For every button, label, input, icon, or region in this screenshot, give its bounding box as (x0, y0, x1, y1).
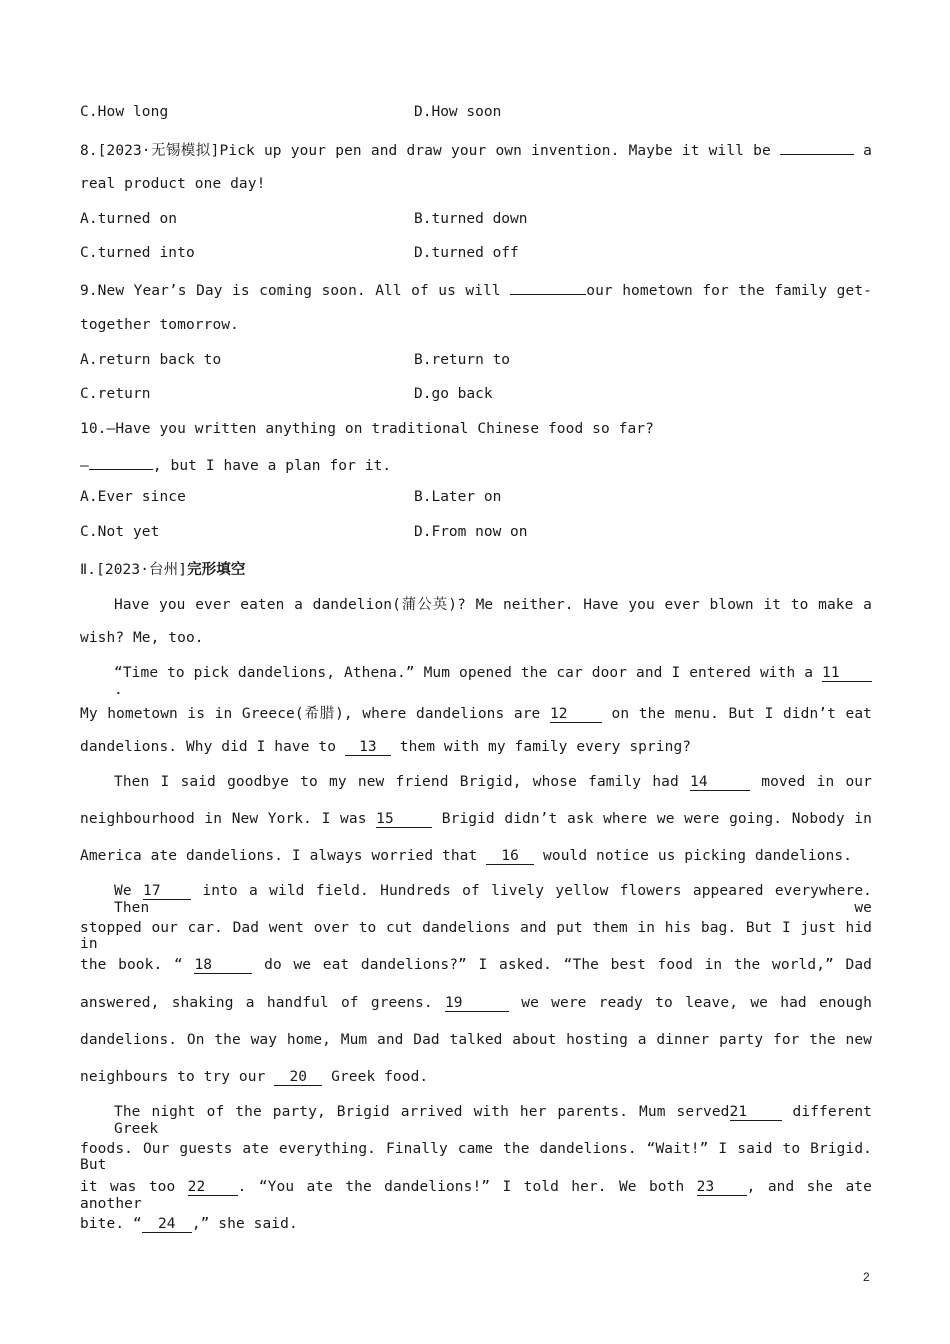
passage-text: would notice us picking dandelions. (543, 848, 853, 864)
q9-stem (80, 280, 872, 299)
passage-line: wish? Me, too. (80, 630, 204, 646)
passage-line (114, 883, 872, 916)
blank-11[interactable]: 11 (822, 666, 872, 682)
q7-option-d: D.How soon (414, 104, 502, 120)
q8-stem-text: 8.[2023·无锡模拟]Pick up your pen and draw your own invention. Maybe it will be (80, 143, 771, 159)
q9-stem-end: our hometown for the family get- (586, 283, 872, 299)
passage-line: dandelions. On the way home, Mum and Dad talked about hosting a dinner party for the new (80, 1032, 872, 1048)
blank-13[interactable]: 13 (345, 740, 391, 756)
passage-text: . “You ate the dandelions!” I told her. We both (237, 1179, 685, 1195)
passage-text: we were ready to leave, we had enough (521, 995, 872, 1011)
q8-stem (80, 139, 872, 160)
q9-option-a: A.return back to (80, 352, 222, 368)
q10-response (80, 455, 391, 474)
q9-stem-line2: together tomorrow. (80, 317, 239, 333)
passage-text: answered, shaking a handful of greens. (80, 995, 433, 1011)
passage-text: “Time to pick dandelions, Athena.” Mum opened the car door and I entered with a (114, 665, 814, 681)
q8-answer-blank[interactable] (780, 140, 854, 155)
passage-line (80, 995, 872, 1012)
passage-text: on the menu. But I didn’t eat (611, 706, 872, 722)
section-heading (80, 558, 245, 579)
q8-option-d: D.turned off (414, 245, 519, 261)
q10-option-d: D.From now on (414, 524, 528, 540)
q10-option-a: A.Ever since (80, 489, 186, 505)
passage-text: into a wild field. Hundreds of lively yellow flowers appeared everywhere. Then we (114, 883, 872, 917)
blank-20[interactable]: 20 (274, 1070, 322, 1086)
passage-line (114, 1104, 872, 1137)
q9-option-b: B.return to (414, 352, 511, 368)
passage-line (80, 811, 872, 828)
passage-text: My hometown is in Greece(希腊), where dandelions are (80, 706, 541, 722)
q9-option-c: C.return (80, 386, 151, 402)
passage-line: foods. Our guests ate everything. Finally came the dandelions. “Wait!” I said to Brigid. But (80, 1141, 872, 1173)
q7-option-c: C.How long (80, 104, 169, 120)
q8-option-b: B.turned down (414, 211, 528, 227)
passage-text: neighbourhood in New York. I was (80, 811, 367, 827)
passage-text: We (114, 883, 132, 899)
blank-15[interactable]: 15 (376, 812, 432, 828)
passage-text: moved in our (761, 774, 872, 790)
blank-24[interactable]: 24 (142, 1217, 192, 1233)
passage-line (80, 739, 691, 756)
passage-text: neighbours to try our (80, 1069, 266, 1085)
passage-line (80, 1069, 428, 1086)
passage-line (114, 774, 872, 791)
blank-23[interactable]: 23 (697, 1180, 747, 1196)
passage-text: do we eat dandelions?” I asked. “The best food in the world,” Dad (264, 957, 872, 973)
q10-answer-blank[interactable] (89, 455, 153, 470)
blank-21[interactable]: 21 (730, 1105, 782, 1121)
passage-line (114, 665, 872, 698)
passage-text: the book. “ (80, 957, 183, 973)
passage-line (80, 1216, 298, 1233)
passage-line (80, 702, 872, 723)
blank-19[interactable]: 19 (445, 996, 509, 1012)
blank-14[interactable]: 14 (690, 775, 750, 791)
blank-18[interactable]: 18 (194, 958, 252, 974)
blank-12[interactable]: 12 (550, 707, 602, 723)
passage-text: , and she ate another (80, 1179, 872, 1213)
passage-text: . (114, 682, 123, 699)
q10-option-b: B.Later on (414, 489, 502, 505)
passage-text: bite. “ (80, 1216, 142, 1232)
q10-question: 10.—Have you written anything on traditional Chinese food so far? (80, 421, 654, 437)
passage-line (80, 957, 872, 974)
passage-text: America ate dandelions. I always worried that (80, 848, 478, 864)
q10-option-c: C.Not yet (80, 524, 160, 540)
passage-text: them with my family every spring? (399, 739, 692, 755)
q8-option-a: A.turned on (80, 211, 178, 227)
section-source: Ⅱ.[2023·台州] (80, 562, 188, 578)
q8-option-c: C.turned into (80, 245, 195, 261)
passage-line (80, 848, 852, 865)
blank-17[interactable]: 17 (143, 884, 191, 900)
passage-text: Brigid didn’t ask where we were going. Nobody in (441, 811, 872, 827)
passage-text: dandelions. Why did I have to (80, 739, 337, 755)
passage-text: ,” she said. (191, 1216, 298, 1232)
section-title: 完形填空 (187, 562, 246, 578)
q10-response-text: , but I have a plan for it. (152, 458, 392, 474)
blank-22[interactable]: 22 (188, 1180, 238, 1196)
passage-text: Then I said goodbye to my new friend Brigid, whose family had (114, 774, 679, 790)
passage-text: it was too (80, 1179, 176, 1195)
passage-text: Greek food. (331, 1069, 429, 1085)
q9-stem-text: 9.New Year’s Day is coming soon. All of us will (80, 283, 501, 299)
passage-text: different Greek (114, 1104, 872, 1138)
q9-option-d: D.go back (414, 386, 493, 402)
passage-line (80, 1179, 872, 1212)
q8-stem-end: a (863, 143, 872, 159)
passage-line: stopped our car. Dad went over to cut dandelions and put them in his bag. But I just hid in (80, 920, 872, 952)
page-number: 2 (863, 1270, 870, 1284)
q10-dash: — (80, 458, 89, 474)
q9-answer-blank[interactable] (510, 280, 586, 295)
blank-16[interactable]: 16 (486, 849, 534, 865)
q8-stem-line2: real product one day! (80, 176, 266, 192)
passage-line: Have you ever eaten a dandelion(蒲公英)? Me neither. Have you ever blown it to make a (114, 597, 872, 613)
passage-text: The night of the party, Brigid arrived with her parents. Mum served (114, 1104, 730, 1120)
